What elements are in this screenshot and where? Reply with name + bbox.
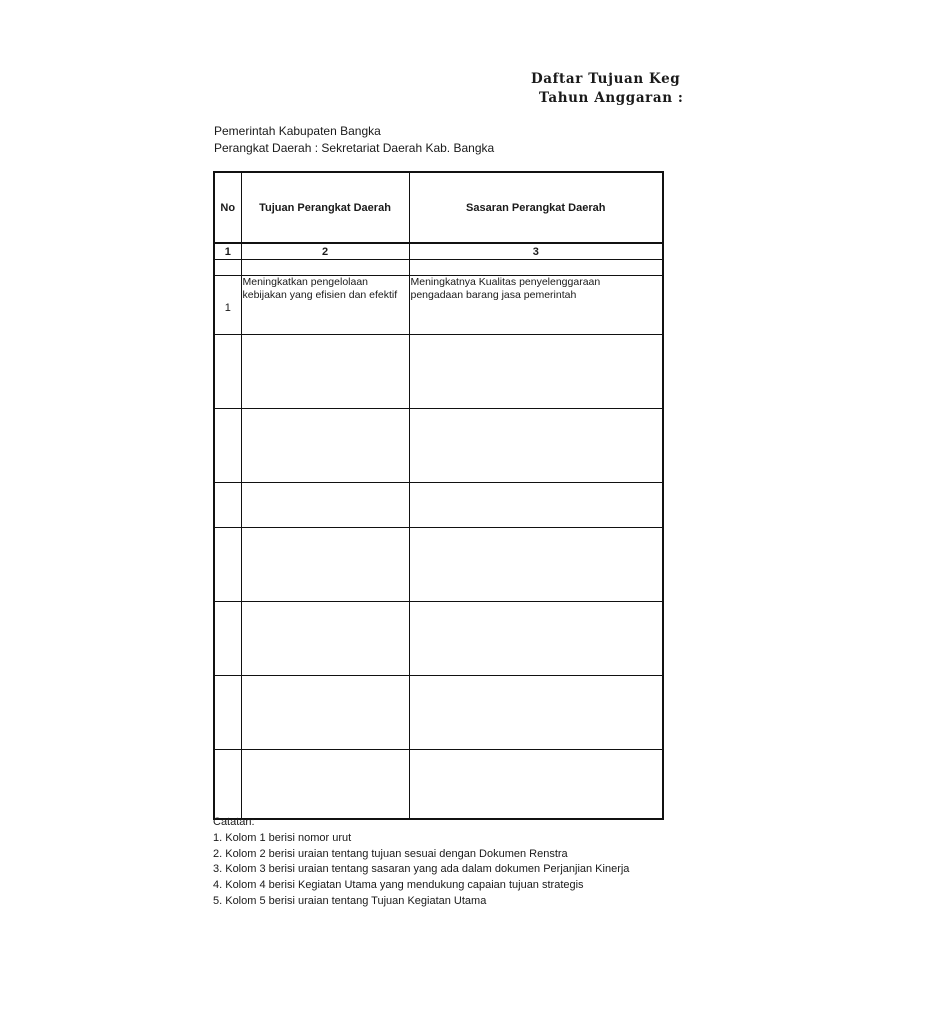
note-item: 1. Kolom 1 berisi nomor urut [213, 831, 352, 844]
note-item: 5. Kolom 5 berisi uraian tentang Tujuan Kegiatan Utama [213, 894, 487, 907]
empty-row [214, 483, 663, 528]
agency-label: Perangkat Daerah : Sekretariat Daerah Kab. Bangka [214, 141, 495, 155]
table-row [214, 276, 663, 335]
empty-row [214, 676, 663, 750]
row-sasaran-line: Meningkatnya Kualitas penyelenggaraan [410, 276, 601, 288]
document-subtitle: Tahun Anggaran : [539, 90, 684, 106]
table-header-row [214, 172, 663, 243]
column-number-row [214, 243, 663, 260]
header-sasaran: Sasaran Perangkat Daerah [409, 172, 663, 243]
column-number: 2 [241, 243, 409, 260]
spacer-row [214, 260, 663, 276]
empty-row [214, 602, 663, 676]
row-sasaran [409, 276, 663, 335]
row-tujuan [241, 276, 409, 335]
row-tujuan-line: Meningkatkan pengelolaan [242, 276, 369, 288]
empty-row [214, 528, 663, 602]
objectives-table [213, 171, 664, 820]
title-clip [0, 0, 684, 120]
empty-row [214, 409, 663, 483]
note-item: 2. Kolom 2 berisi uraian tentang tujuan sesuai dengan Dokumen Renstra [213, 847, 568, 860]
column-number: 3 [409, 243, 663, 260]
header-tujuan: Tujuan Perangkat Daerah [241, 172, 409, 243]
notes-section [213, 815, 629, 910]
row-number-text: 1 [224, 302, 231, 314]
row-number [214, 276, 241, 335]
empty-row [214, 335, 663, 409]
document-title: Daftar Tujuan Keg [531, 71, 681, 87]
row-tujuan-line: kebijakan yang efisien dan efektif [242, 289, 398, 301]
note-item: 4. Kolom 4 berisi Kegiatan Utama yang mendukung capaian tujuan strategis [213, 879, 584, 892]
row-sasaran-line: pengadaan barang jasa pemerintah [410, 289, 577, 301]
note-item: 3. Kolom 3 berisi uraian tentang sasaran yang ada dalam dokumen Perjanjian Kinerja [213, 863, 630, 876]
header-no: No [214, 172, 241, 243]
government-label: Pemerintah Kabupaten Bangka [214, 124, 381, 138]
empty-row [214, 750, 663, 820]
notes-heading: Catatan: [213, 816, 255, 828]
column-number: 1 [214, 243, 241, 260]
